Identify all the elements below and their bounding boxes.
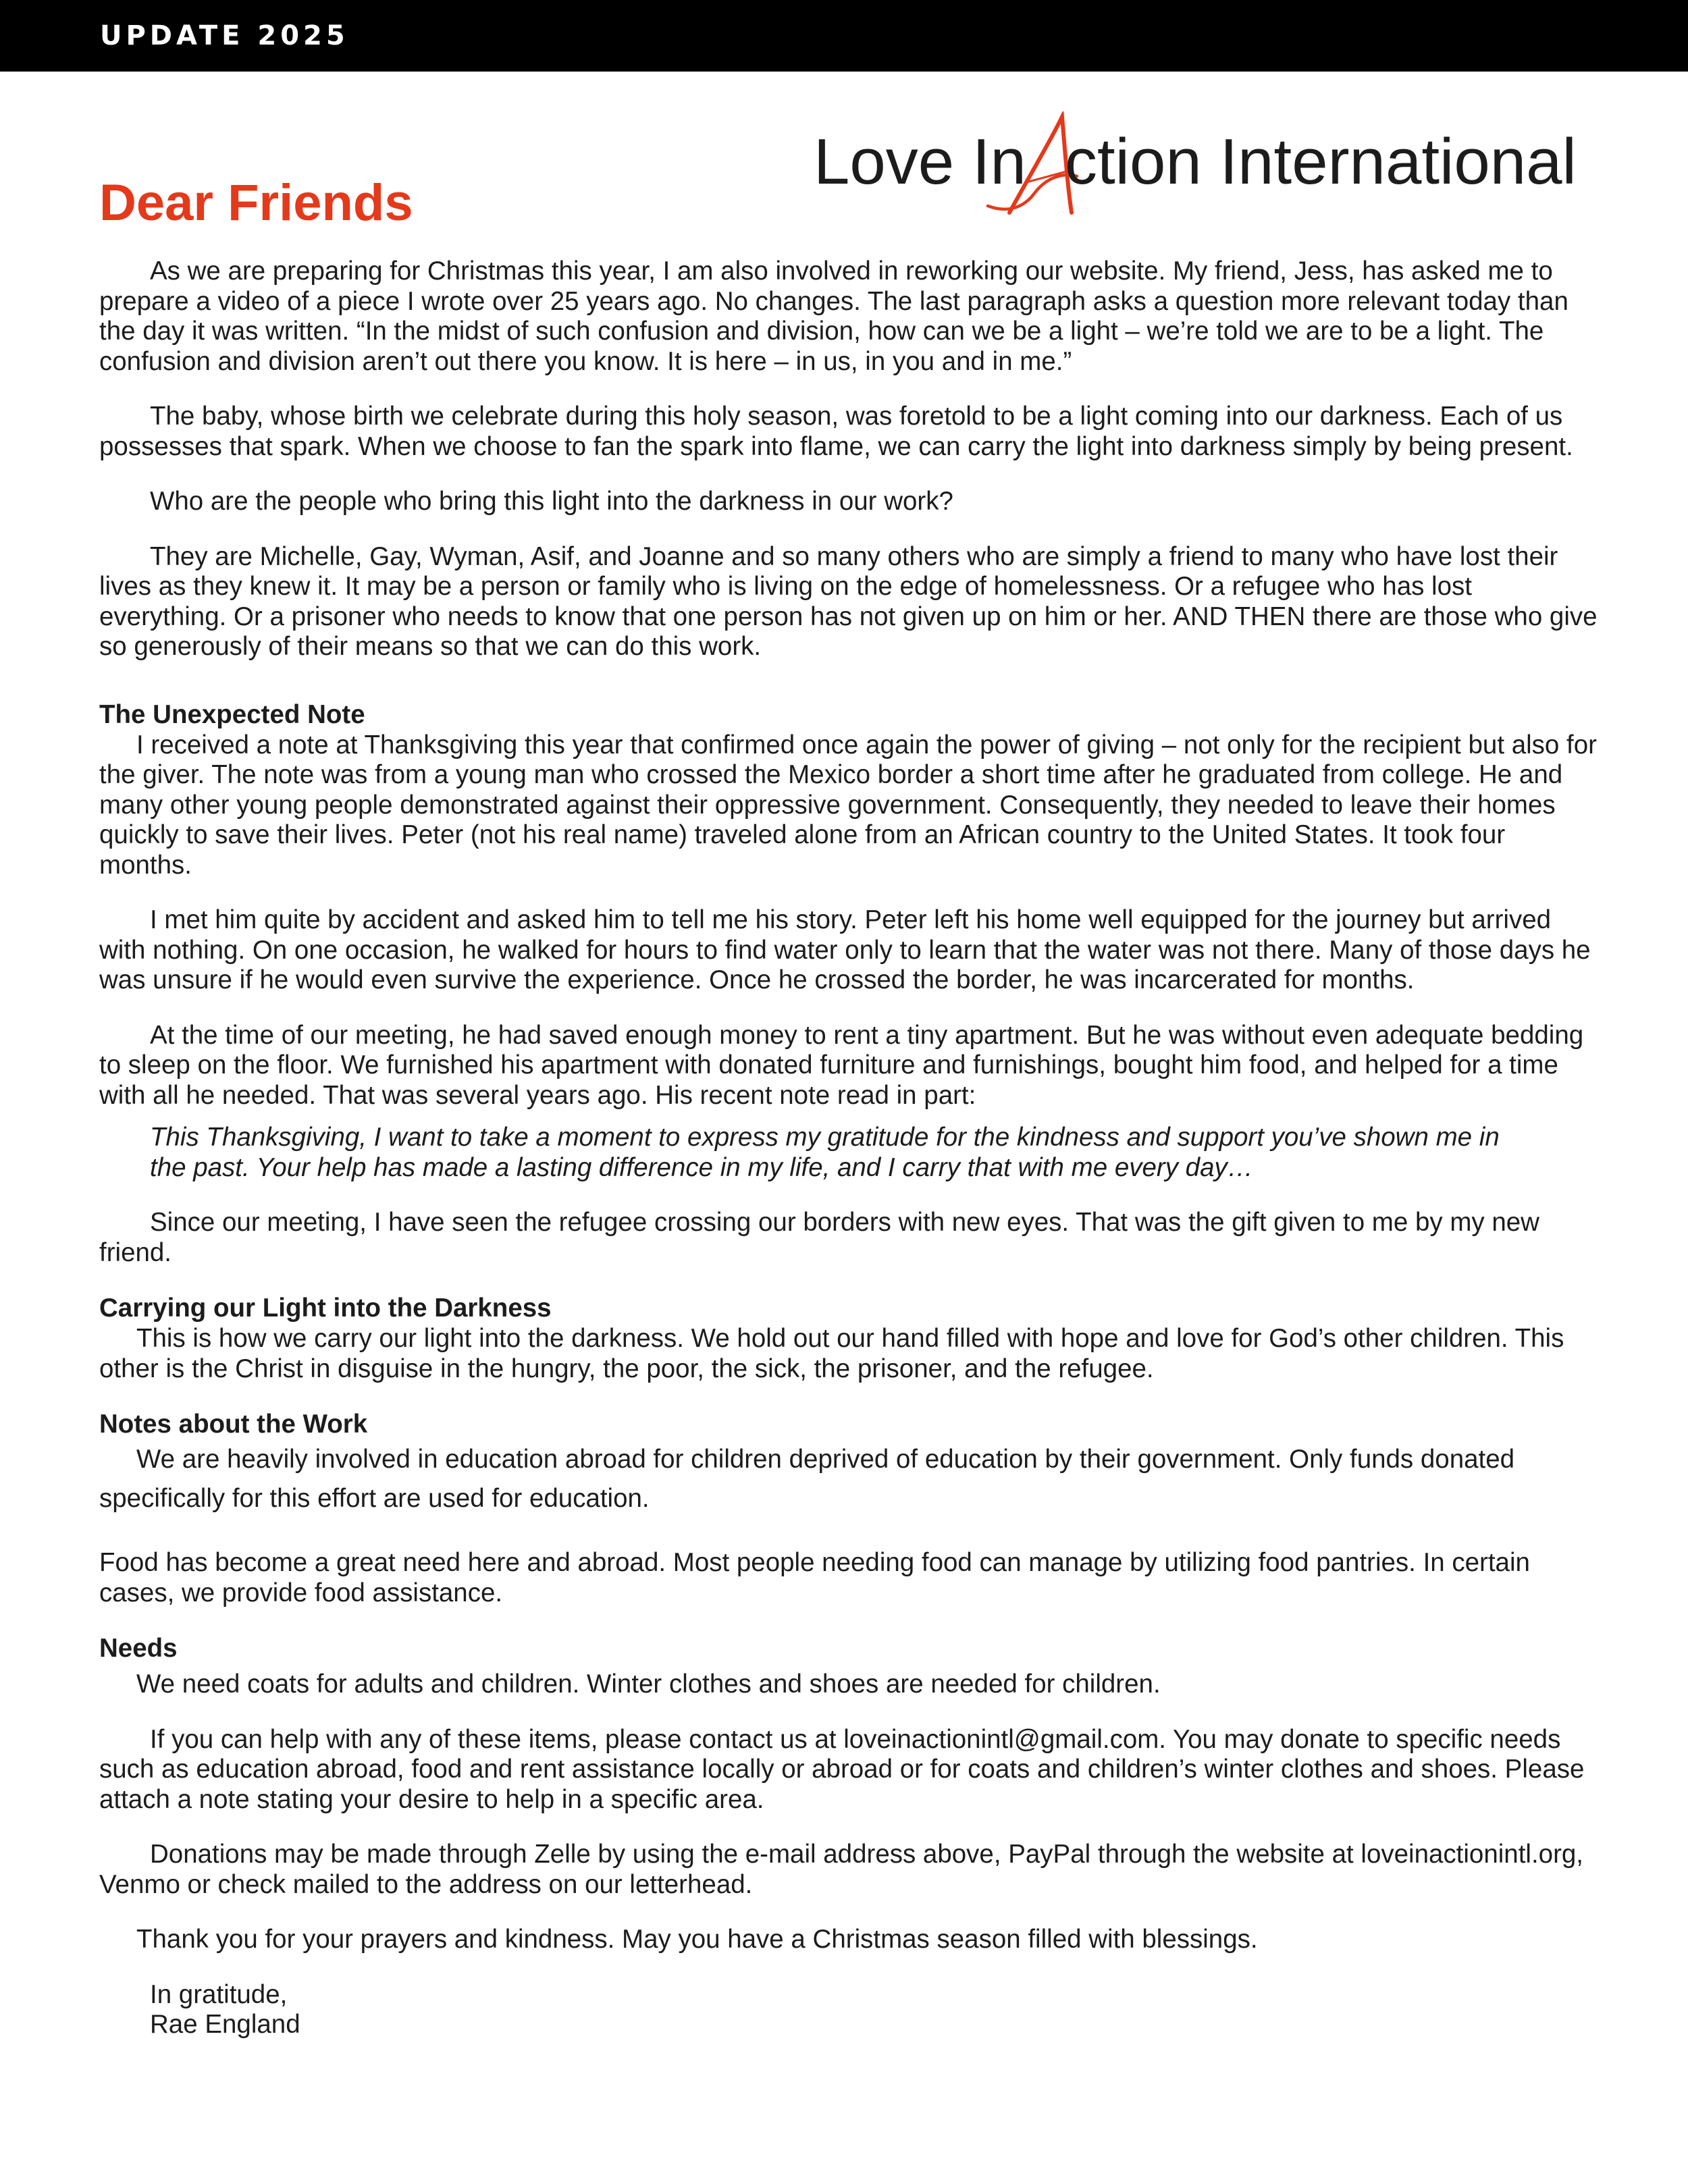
paragraph-people: They are Michelle, Gay, Wyman, Asif, and Joanne and so many others who are simply a friend to many who have lost their lives as they knew it. It may be a person or family who is living on the edge of homelessness. Or a refugee who has lost everything. Or a prisoner who needs to know that one person has not given up on him or her. AND THEN there are those who give so generously of their means so that we can do this work. (99, 541, 1598, 661)
paragraph-closing: Thank you for your prayers and kindness. May you have a Christmas season filled with blessings. (136, 1925, 1258, 1954)
letter-greeting: Dear Friends (99, 174, 413, 232)
signature-name: Rae England (150, 2010, 300, 2039)
letter-body (99, 257, 1598, 2040)
section-heading-notes-work: Notes about the Work (99, 1410, 368, 1439)
paragraph-food: Food has become a great need here and abroad. Most people needing food can manage by utilizing food pantries. In certain cases, we provide food assistance. (99, 1548, 1530, 1607)
paragraph-education: We are heavily involved in education abroad for children deprived of education by their government. Only funds donated specifically for this effort are used for education. (99, 1445, 1515, 1513)
paragraph-contact: If you can help with any of these items, please contact us at loveinactionintl@gmail.com. You may donate to specific needs such as education abroad, food and rent assistance locally or abroad or for coats and children’s winter clothes and shoes. Please attach a note stating your desire to help in a specific area. (99, 1724, 1585, 1814)
paragraph-light: The baby, whose birth we celebrate during this holy season, was foretold to be a light coming into our darkness. Each of us possesses that spark. When we choose to fan the spark into flame, we can carry the light into darkness simply by being present. (99, 402, 1573, 461)
paragraph-coats: We need coats for adults and children. Winter clothes and shoes are needed for children. (136, 1670, 1161, 1699)
paragraph-peter-story: I met him quite by accident and asked him to tell me his story. Peter left his home well equipped for the journey but arrived with nothing. On one occasion, he walked for hours to find water only to learn that the water was not there. Many of those days he was unsure if he would even survive the experience. Once he crossed the border, he was incarcerated for months. (99, 905, 1591, 994)
logo-text-right: ction International (1065, 126, 1577, 198)
section-heading-carrying-light: Carrying our Light into the Darkness (99, 1294, 552, 1323)
paragraph-meeting: At the time of our meeting, he had saved enough money to rent a tiny apartment. But he was without even adequate bedding to sleep on the floor. We furnished his apartment with donated furniture and furnishings, bought him food, and helped for a time with all he needed. That was several years ago. His recent note read in part: (99, 1020, 1584, 1110)
section-heading-needs: Needs (99, 1634, 178, 1663)
quoted-note: This Thanksgiving, I want to take a moment to express my gratitude for the kindness and support you’ve shown me in the past. Your help has made a lasting difference in my life, and I carry that with me every day… (150, 1123, 1500, 1182)
paragraph-thanksgiving-note: I received a note at Thanksgiving this year that confirmed once again the power of giving – not only for the recipient but also for the giver. The note was from a young man who crossed the Mexico border a short time after he graduated from college. He and many other young people demonstrated against their oppressive government. Consequently, they needed to leave their homes quickly to save their lives. Peter (not his real name) traveled alone from an African country to the United States. It took four months. (99, 730, 1597, 880)
section-heading-unexpected-note: The Unexpected Note (99, 699, 365, 729)
header-label: UPDATE 2025 (100, 20, 349, 51)
signoff: In gratitude, (150, 1979, 288, 2009)
paragraph-question: Who are the people who bring this light into the darkness in our work? (150, 487, 953, 516)
paragraph-intro: As we are preparing for Christmas this year, I am also involved in reworking our website. My friend, Jess, has asked me to prepare a video of a piece I wrote over 25 years ago. No changes. The last paragraph asks a question more relevant today than the day it was written. “In the midst of such confusion and division, how can we be a light – we’re told we are to be a light. The confusion and division aren’t out there you know. It is here – in us, in you and in me.” (99, 257, 1568, 376)
paragraph-new-eyes: Since our meeting, I have seen the refugee crossing our borders with new eyes. That was the gift given to me by my new friend. (99, 1208, 1539, 1267)
paragraph-donations: Donations may be made through Zelle by using the e-mail address above, PayPal through the website at loveinactionintl.org, Venmo or check mailed to the address on our letterhead. (99, 1840, 1584, 1899)
logo-text-left: Love In (814, 126, 1026, 198)
organization-logo (814, 111, 1597, 219)
header-bar (0, 0, 1688, 72)
paragraph-carry-light: This is how we carry our light into the darkness. We hold out our hand filled with hope and love for God’s other children. This other is the Christ in disguise in the hungry, the poor, the sick, the prisoner, and the refugee. (99, 1324, 1564, 1383)
